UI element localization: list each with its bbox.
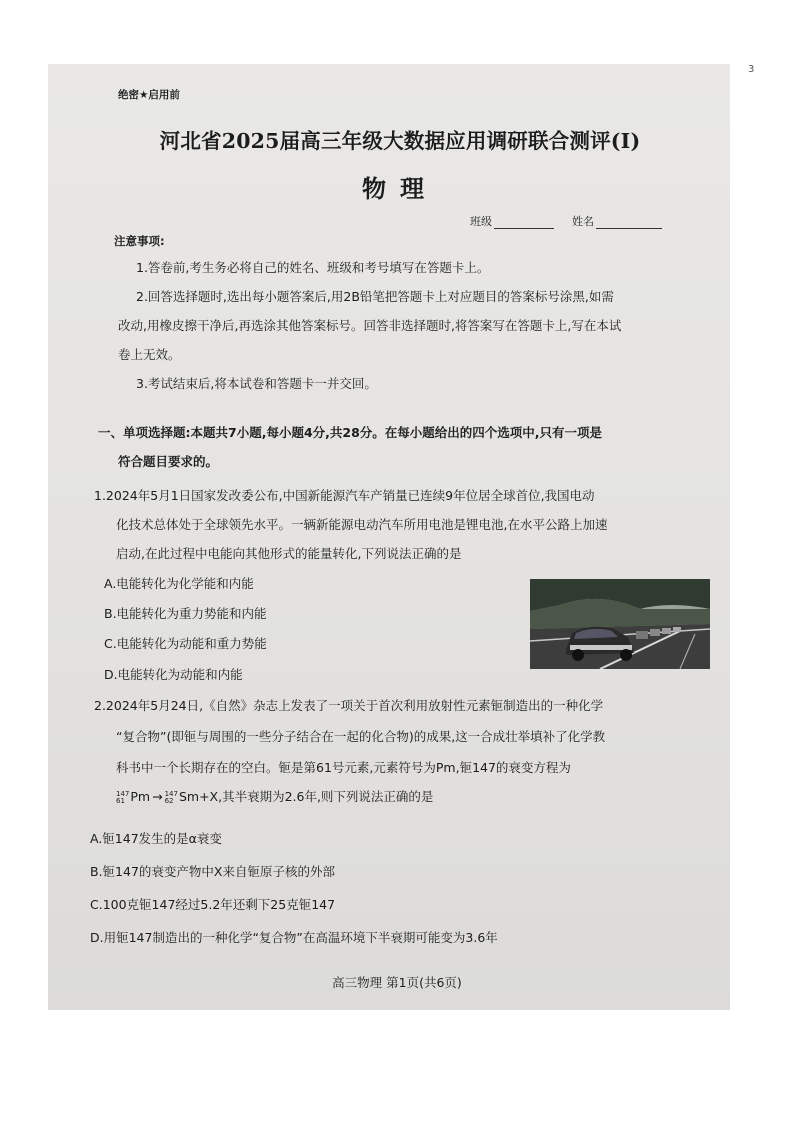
class-blank — [494, 217, 554, 229]
question-1-option-b: B.电能转化为重力势能和内能 — [104, 606, 267, 621]
question-2-option-c: C.100克钷147经过5.2年还剩下25克钷147 — [90, 897, 336, 912]
notice-item: 卷上无效。 — [118, 347, 181, 362]
question-2-option-b: B.钷147的衰变产物中X来自钷原子核的外部 — [90, 864, 335, 879]
question-1-text: 1.2024年5月1日国家发改委公布,中国新能源汽车产销量已连续9年位居全球首位,我国电动 — [94, 488, 595, 503]
question-1-option-c: C.电能转化为动能和重力势能 — [104, 636, 267, 651]
question-1-option-a: A.电能转化为化学能和内能 — [104, 576, 254, 591]
question-2-text: 2.2024年5月24日,《自然》杂志上发表了一项关于首次利用放射性元素钷制造出的一种化学 — [94, 698, 604, 713]
confidential-label: 绝密★启用前 — [118, 89, 180, 101]
exam-title: 河北省2025届高三年级大数据应用调研联合测评(Ⅰ) — [159, 129, 641, 153]
notice-item: 1.答卷前,考生务必将自己的姓名、班级和考号填写在答题卡上。 — [136, 260, 490, 275]
question-1-text: 启动,在此过程中电能向其他形式的能量转化,下列说法正确的是 — [116, 546, 462, 561]
equation-rest: ,其半衰期为2.6年,则下列说法正确的是 — [218, 789, 434, 804]
notice-item: 3.考试结束后,将本试卷和答题卡一并交回。 — [136, 376, 377, 391]
arrow-icon: → — [152, 789, 163, 804]
question-1-option-d: D.电能转化为动能和内能 — [104, 667, 243, 682]
notice-item: 2.回答选择题时,选出每小题答案后,用2B铅笔把答题卡上对应题目的答案标号涂黑,如需 — [136, 289, 614, 304]
class-field — [470, 213, 554, 229]
exam-subject: 物理 — [362, 175, 438, 203]
question-2-text: “复合物”(即钷与周围的一些分子结合在一起的化合物)的成果,这一合成壮举填补了化学教 — [116, 729, 606, 744]
sm-isotope-numbers: 147 62 — [164, 789, 178, 805]
name-blank — [596, 217, 662, 229]
pm-isotope-numbers: 147 61 — [116, 789, 130, 805]
class-label: 班级 — [470, 215, 492, 228]
section-heading-cont: 符合题目要求的。 — [118, 454, 219, 469]
notice-item: 改动,用橡皮擦干净后,再选涂其他答案标号。回答非选择题时,将答案写在答题卡上,写在本试 — [118, 318, 622, 333]
name-field — [572, 213, 662, 229]
electric-car-photo — [530, 579, 710, 669]
pm-symbol: Pm — [130, 789, 151, 804]
question-2-option-d: D.用钷147制造出的一种化学“复合物”在高温环境下半衰期可能变为3.6年 — [90, 930, 498, 945]
corner-mark: 3 — [748, 64, 755, 75]
name-label: 姓名 — [572, 215, 594, 228]
page-footer: 高三物理 第1页(共6页) — [332, 975, 462, 990]
question-2-text: 科书中一个长期存在的空白。钷是第61号元素,元素符号为Pm,钷147的衰变方程为 — [116, 760, 571, 775]
question-2-option-a: A.钷147发生的是α衰变 — [90, 831, 222, 846]
notice-heading: 注意事项: — [114, 234, 165, 248]
question-1-text: 化技术总体处于全球领先水平。一辆新能源电动汽车所用电池是锂电池,在水平公路上加速 — [116, 517, 608, 532]
sm-symbol: Sm+X — [178, 789, 219, 804]
section-heading: 一、单项选择题:本题共7小题,每小题4分,共28分。在每小题给出的四个选项中,只有一项是 — [98, 425, 603, 440]
decay-equation — [116, 787, 433, 805]
